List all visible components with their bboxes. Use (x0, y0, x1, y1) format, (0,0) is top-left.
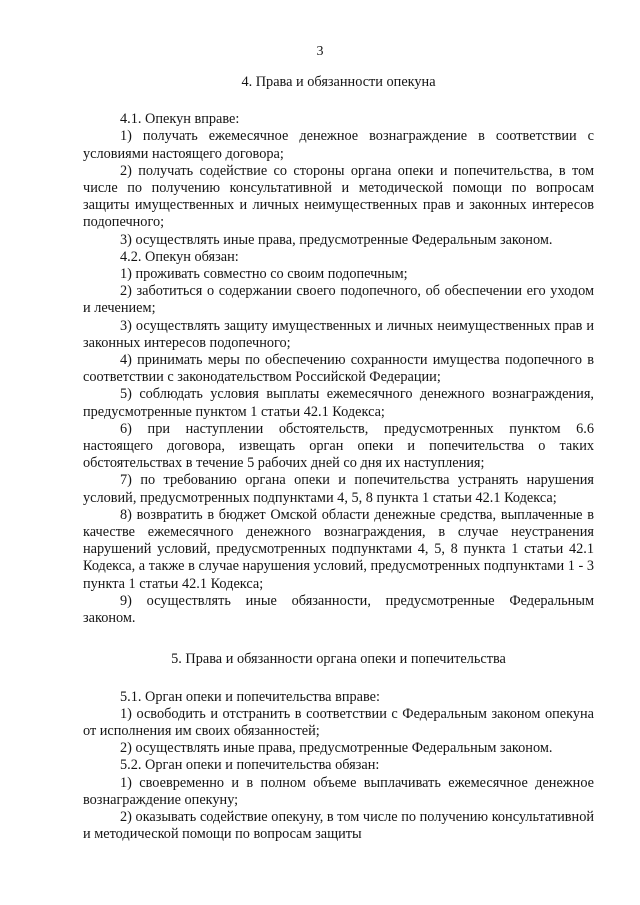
paragraph: 5.1. Орган опеки и попечительства вправе: (120, 688, 380, 705)
section-4-body (83, 111, 594, 627)
page-number: 3 (316, 44, 324, 59)
paragraph: 5.2. Орган опеки и попечительства обязан: (120, 757, 380, 774)
document-body (83, 74, 594, 843)
paragraph: 1) получать ежемесячное денежное вознаграждение в соответствии с условиями настоящего договора; (83, 128, 594, 162)
paragraph: 1) проживать совместно со своим подопечным; (120, 266, 408, 283)
paragraph: 4.2. Опекун обязан: (120, 248, 239, 265)
paragraph: 2) осуществлять иные права, предусмотренные Федеральным законом. (120, 740, 553, 757)
paragraph: 4) принимать меры по обеспечению сохранности имущества подопечного в соответствии с законодательством Российской Федерации; (83, 352, 594, 386)
paragraph: 9) осуществлять иные обязанности, предусмотренные Федеральным законом. (83, 592, 594, 627)
section-4-heading: 4. Права и обязанности опекуна (241, 74, 436, 90)
paragraph: 2) заботиться о содержании своего подопечного, об обеспечении его уходом и лечением; (83, 283, 594, 317)
paragraph: 1) своевременно и в полном объеме выплачивать ежемесячное денежное вознаграждение опекуну; (83, 774, 594, 808)
paragraph: 6) при наступлении обстоятельств, предусмотренных пунктом 6.6 настоящего договора, извещать орган опеки и попечительства о таких обстоятельствах в течение 5 рабочих дней со дня их наступления; (83, 420, 594, 472)
paragraph: 3) осуществлять защиту имущественных и личных неимущественных прав и законных интересов подопечного; (83, 317, 594, 351)
paragraph: 5) соблюдать условия выплаты ежемесячного денежного вознаграждения, предусмотренные пунктом 1 статьи 42.1 Кодекса; (83, 386, 594, 420)
paragraph: 2) оказывать содействие опекуну, в том числе по получению консультативной и методической помощи по вопросам защиты (83, 808, 594, 843)
paragraph: 8) возвратить в бюджет Омской области денежные средства, выплаченные в качестве ежемесячного денежного вознаграждения, в случае неустранения нарушений условий, предусмотренных подпунктами 4, 5, 8 пункта 1 статьи 42.1 Кодекса, а также в случае нарушения условий, предусмотренных подпунктами 1 - 3 пункта 1 статьи 42.1 Кодекса; (83, 506, 594, 592)
paragraph: 3) осуществлять иные права, предусмотренные Федеральным законом. (120, 231, 553, 248)
paragraph: 1) освободить и отстранить в соответствии с Федеральным законом опекуна от исполнения им своих обязанностей; (83, 705, 594, 739)
section-5-body (83, 689, 594, 844)
paragraph: 2) получать содействие со стороны органа опеки и попечительства, в том числе по получению консультативной и методической помощи по вопросам защиты имущественных и личных неимущественных прав и законных интересов подопечного; (83, 162, 594, 231)
paragraph: 4.1. Опекун вправе: (120, 111, 240, 128)
section-5-heading: 5. Права и обязанности органа опеки и попечительства (171, 651, 506, 668)
paragraph: 7) по требованию органа опеки и попечительства устранять нарушения условий, предусмотренных подпунктами 4, 5, 8 пункта 1 статьи 42.1 Кодекса; (83, 472, 594, 506)
